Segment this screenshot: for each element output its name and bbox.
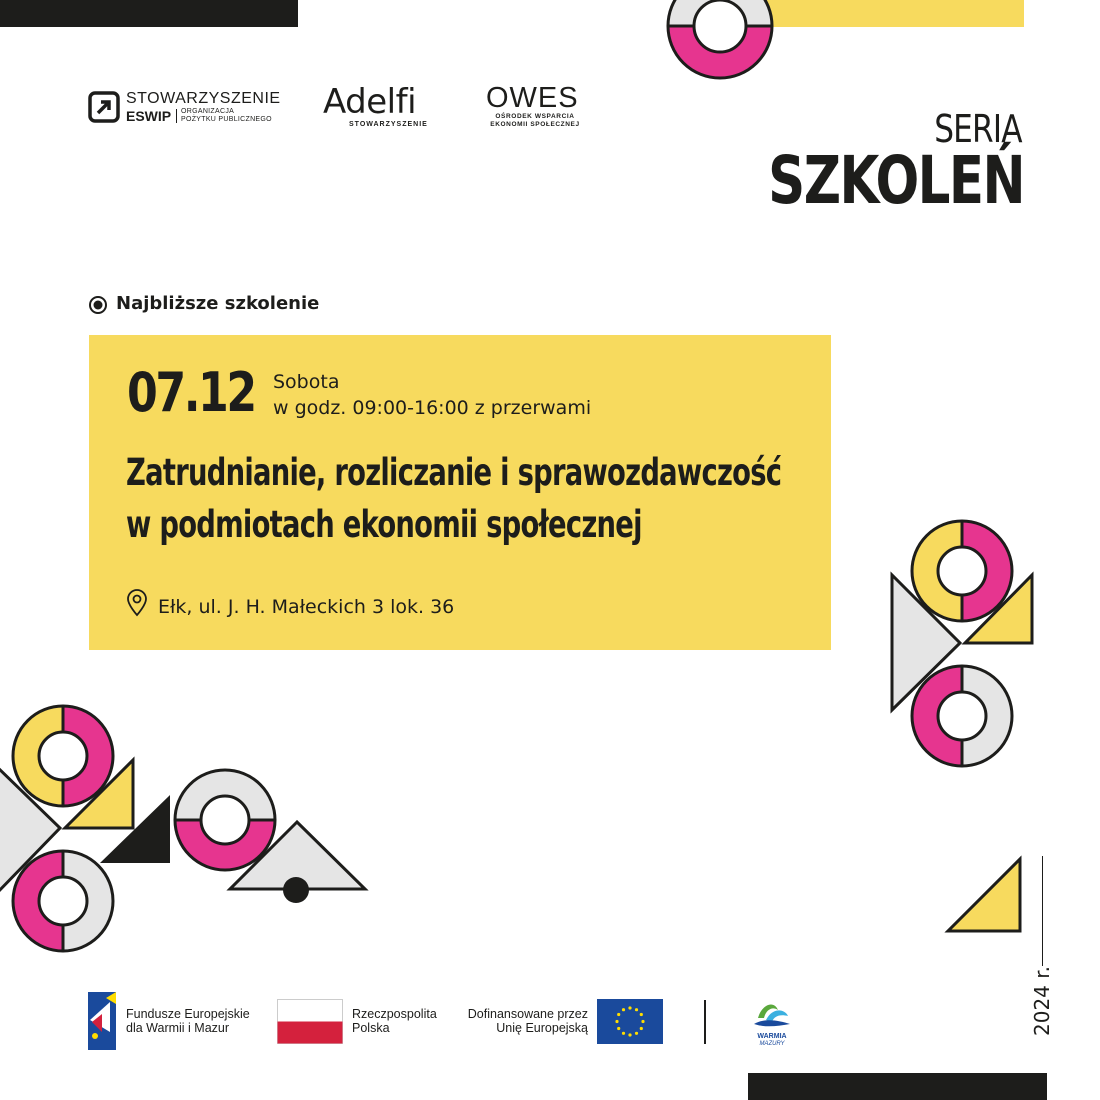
- radio-dot-icon: [88, 295, 108, 315]
- bottom-right-black-bar: [748, 1073, 1047, 1100]
- year-label: 2024 r.: [1030, 966, 1054, 1036]
- eu-flag-icon: [597, 999, 663, 1044]
- eswip-logo: [88, 90, 281, 130]
- footer-divider: [704, 1000, 706, 1044]
- eswip-sub2: POŻYTKU PUBLICZNEGO: [181, 116, 272, 123]
- series-title-line2: SZKOLEŃ: [768, 142, 1024, 219]
- eswip-line2: ESWIP: [126, 108, 172, 124]
- left-decor-group: [0, 700, 380, 960]
- right-decor-group: [880, 515, 1050, 775]
- wm-line1: WARMIA: [757, 1033, 787, 1040]
- adelfi-logo: [323, 82, 438, 132]
- eswip-line1: STOWARZYSZENIE: [126, 90, 281, 107]
- event-title-line2: w podmiotach ekonomii społecznej: [126, 503, 642, 546]
- event-card: [89, 335, 831, 650]
- owes-name: OWES: [486, 82, 579, 114]
- polish-flag-icon: [277, 999, 343, 1044]
- eu-line1: Dofinansowane przez: [467, 1007, 588, 1021]
- event-day: Sobota: [273, 371, 340, 393]
- owes-logo: [484, 82, 586, 134]
- wm-line2: MAZURY: [759, 1041, 785, 1047]
- owes-sub1: OŚRODEK WSPARCIA: [495, 113, 575, 120]
- event-title-line1: Zatrudnianie, rozliczanie i sprawozdawczość: [126, 451, 782, 494]
- eswip-sub1: ORGANIZACJA: [181, 108, 235, 115]
- eswip-arrow-icon: [88, 91, 120, 123]
- next-training-label: Najbliższe szkolenie: [116, 293, 320, 314]
- top-ring-shape: [664, 0, 776, 82]
- event-date: 07.12: [127, 361, 255, 424]
- event-hours: w godz. 09:00-16:00 z przerwami: [273, 397, 592, 419]
- owes-sub2: EKONOMII SPOŁECZNEJ: [490, 121, 580, 128]
- adelfi-sub: STOWARZYSZENIE: [349, 121, 428, 128]
- year-line: [1042, 856, 1043, 966]
- eu-line2: Unię Europejską: [496, 1021, 588, 1035]
- fe-logo-icon: [88, 992, 118, 1050]
- rp-line2: Polska: [352, 1021, 390, 1035]
- event-address: Ełk, ul. J. H. Małeckich 3 lok. 36: [158, 596, 455, 618]
- fe-line1: Fundusze Europejskie: [126, 1007, 250, 1021]
- bottom-yellow-triangle: [944, 855, 1026, 935]
- rp-line1: Rzeczpospolita: [352, 1007, 437, 1021]
- eswip-divider: [176, 109, 177, 123]
- warmia-mazury-logo-icon: [748, 996, 796, 1048]
- location-pin-icon: [125, 589, 149, 617]
- fe-line2: dla Warmii i Mazur: [126, 1021, 230, 1035]
- series-title-line1: SERIA: [934, 107, 1022, 151]
- top-left-black-bar: [0, 0, 298, 27]
- adelfi-name: Adelfi: [323, 82, 417, 122]
